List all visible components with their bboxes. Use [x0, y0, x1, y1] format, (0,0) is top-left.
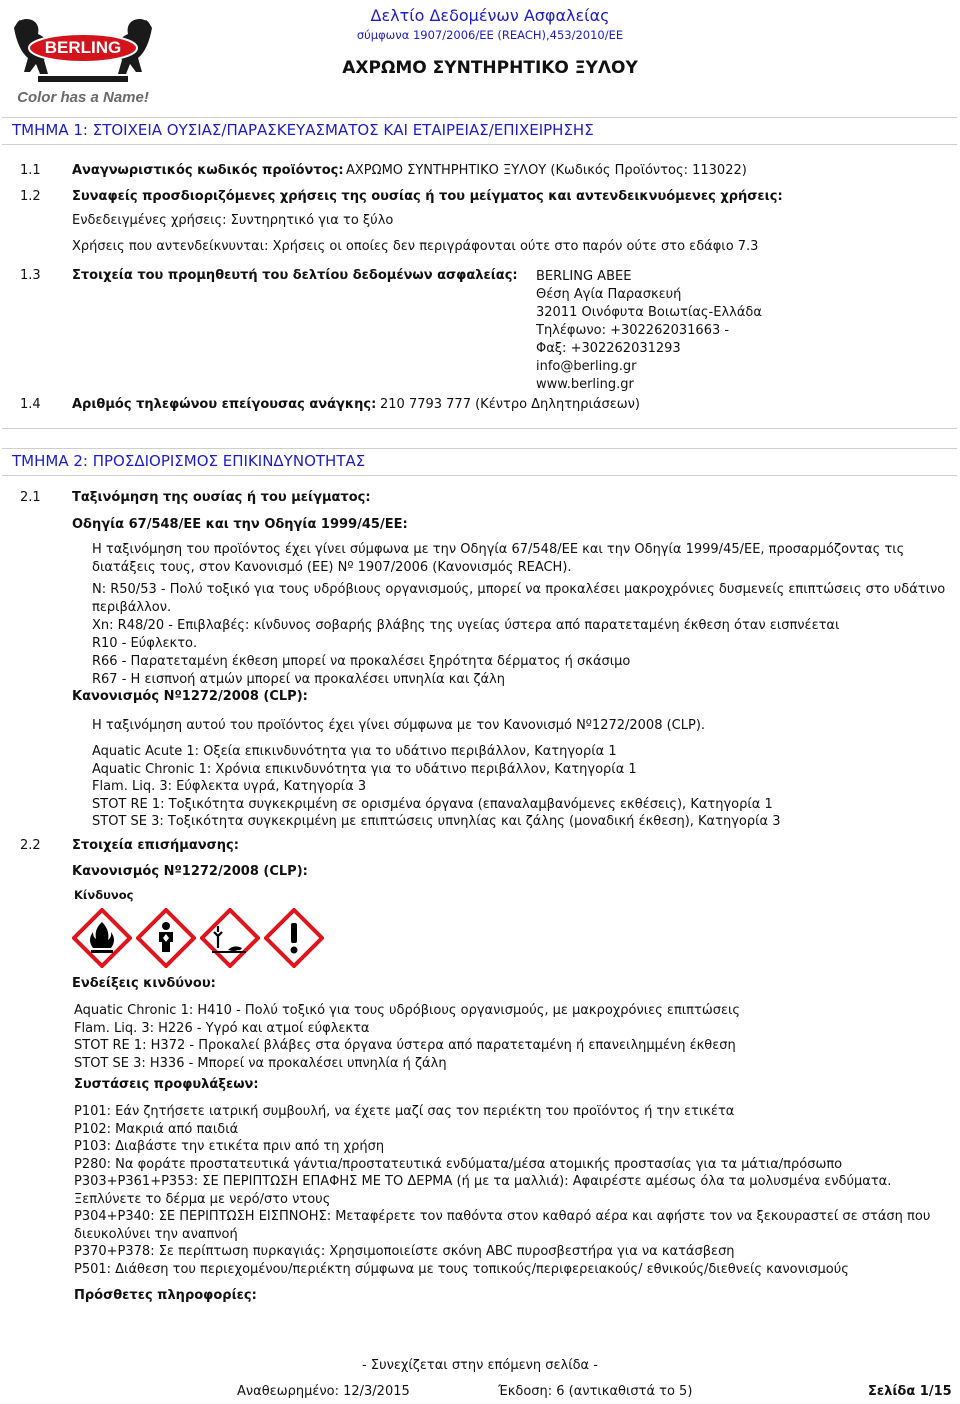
precautionary-line: P304+P340: ΣΕ ΠΕΡΙΠΤΩΣΗ ΕΙΣΠΝΟΗΣ: Μεταφέρετε τον παθόντα στον καθαρό αέρα και αφήστε τον να ξεκουραστεί σε στάση που [74, 1209, 931, 1224]
supplier-email[interactable]: info@berling.gr [536, 359, 637, 374]
s13-number: 1.3 [20, 268, 41, 283]
clp-item: STOT RE 1: Τοξικότητα συγκεκριμένη σε ορισμένα όργανα (επαναλαμβανόμενες εκθέσεις), Κατηγορία 1 [92, 796, 773, 812]
s14-label: Αριθμός τηλεφώνου επείγουσας ανάγκης: [72, 397, 377, 412]
supplier-phone: Τηλέφωνο: +302262031663 - [536, 323, 730, 338]
page-number: Σελίδα 1/15 [868, 1384, 952, 1399]
directive-heading: Οδηγία 67/548/ΕΕ και την Οδηγία 1999/45/ΕΕ: [72, 517, 408, 532]
directive-block [92, 541, 945, 689]
clp-classification-list [92, 743, 780, 831]
directive-para-line: Η ταξινόμηση του προϊόντος έχει γίνει σύμφωνα με την Οδηγία 67/548/ΕΕ και την Οδηγία 1999/45/ΕΕ, προσαρμόζοντας τις [92, 542, 905, 557]
flame-icon [72, 908, 132, 968]
precautionary-line: Ξεπλύνετε το δέρμα με νερό/στο ντους [74, 1191, 331, 1207]
section-2-title: ΤΜΗΜΑ 2: ΠΡΟΣΔΙΟΡΙΣΜΟΣ ΕΠΙΚΙΝΔΥΝΟΤΗΤΑΣ [12, 452, 366, 470]
precautionary-list [74, 1103, 930, 1278]
directive-n-line: N: R50/53 - Πολύ τοξικό για τους υδρόβιους οργανισμούς, μπορεί να προκαλέσει μακροχρόνιες δυσμενείς επιπτώσεις στο υδάτινο [92, 582, 946, 597]
s11-value: ΑΧΡΩΜΟ ΣΥΝΤΗΡΗΤΙΚΟ ΞΥΛΟΥ (Κωδικός Προϊόντος: 113022) [346, 163, 747, 178]
section-2-top-rule [2, 428, 957, 433]
s22-number: 2.2 [20, 838, 41, 853]
clp-paragraph: Η ταξινόμηση αυτού του προϊόντος έχει γίνει σύμφωνα με τον Κανονισμό Nº1272/2008 (CLP). [92, 718, 706, 733]
hazard-statement: STOT SE 3: H336 - Μπορεί να προκαλέσει υπνηλία ή ζάλη [74, 1055, 447, 1071]
s13-label: Στοιχεία του προμηθευτή του δελτίου δεδομένων ασφαλείας: [72, 268, 518, 283]
directive-para-line: διατάξεις τους, στον Κανονισμό (ΕΕ) Nº 1907/2006 (Κανονισμός REACH). [92, 560, 572, 575]
supplier-line: Θέση Αγία Παρασκευή [536, 287, 682, 302]
directive-xn-line: Xn: R48/20 - Επιβλαβές: κίνδυνος σοβαρής βλάβης της υγείας ύστερα από παρατεταμένη έκθεση όταν εισπνέεται [92, 618, 840, 633]
precautionary-line: P102: Μακριά από παιδιά [74, 1121, 239, 1137]
precautionary-line: P101: Εάν ζητήσετε ιατρική συμβουλή, να έχετε μαζί σας τον περιέκτη του προϊόντος ή την ετικέτα [74, 1104, 735, 1119]
s14-value: 210 7793 777 (Κέντρο Δηλητηριάσεων) [380, 397, 640, 412]
clp-heading-2: Κανονισμός Nº1272/2008 (CLP): [72, 864, 308, 879]
clp-heading: Κανονισμός Nº1272/2008 (CLP): [72, 689, 308, 704]
supplier-line: BERLING ABEE [536, 269, 632, 284]
berling-logo-graphic [8, 10, 158, 108]
s11-number: 1.1 [20, 163, 41, 178]
s21-label: Ταξινόμηση της ουσίας ή του μείγματος: [72, 490, 371, 505]
s14-number: 1.4 [20, 397, 41, 412]
hazard-statement: STOT RE 1: H372 - Προκαλεί βλάβες στα όργανα ύστερα από παρατεταμένη ή επανειλημμένη έκθεση [74, 1038, 736, 1053]
hazard-statements-list [74, 1002, 740, 1072]
supplier-line: 32011 Οινόφυτα Βοιωτίας-Ελλάδα [536, 305, 762, 320]
precautionary-line: P370+P378: Σε περίπτωση πυρκαγιάς: Χρησιμοποιείστε σκόνη ABC πυροσβεστήρα για να κατάσβεση [74, 1244, 735, 1259]
product-title: ΑΧΡΩΜΟ ΣΥΝΤΗΡΗΤΙΚΟ ΞΥΛΟΥ [342, 58, 638, 78]
s21-number: 2.1 [20, 490, 41, 505]
hazard-statement: Aquatic Chronic 1: H410 - Πολύ τοξικό για τους υδρόβιους οργανισμούς, με μακροχρόνιες επιπτώσεις [74, 1003, 741, 1018]
document-header [300, 6, 680, 78]
document-subtitle: σύμφωνα 1907/2006/ΕΕ (REACH),453/2010/ΕΕ [356, 28, 624, 42]
health-hazard-icon [136, 908, 196, 968]
clp-item: Flam. Liq. 3: Εύφλεκτα υγρά, Κατηγορία 3 [92, 779, 367, 794]
s12-number: 1.2 [20, 189, 41, 204]
berling-logo [8, 10, 158, 108]
edition-info: Έκδοση: 6 (αντικαθιστά το 5) [498, 1384, 693, 1399]
precautionary-line: P501: Διάθεση του περιεχομένου/περιέκτη σύμφωνα με τους τοπικούς/περιφερειακούς/ εθνικούς/διεθνείς κανονισμούς [74, 1261, 849, 1277]
s12-label: Συναφείς προσδιοριζόμενες χρήσεις της ουσίας ή του μείγματος και αντενδεικνυόμενες χρήσεις: [72, 189, 783, 204]
logo-brand-text: BERLING [44, 38, 122, 57]
directive-r67: R67 - Η εισπνοή ατμών μπορεί να προκαλέσει υπνηλία και ζάλη [92, 672, 506, 687]
s12-uses-advised-against: Χρήσεις που αντενδείκνυνται: Χρήσεις οι οποίες δεν περιγράφονται ούτε στο παρόν ούτε στο εδάφιο 7.3 [72, 239, 759, 254]
supplier-fax: Φαξ: +302262031293 [536, 341, 681, 356]
hazard-statements-heading: Ενδείξεις κινδύνου: [72, 976, 216, 991]
precautionary-line: διευκολύνει την αναπνοή [74, 1226, 238, 1242]
section-1-title: ΤΜΗΜΑ 1: ΣΤΟΙΧΕΙΑ ΟΥΣΙΑΣ/ΠΑΡΑΣΚΕΥΑΣΜΑΤΟΣ ΚΑΙ ΕΤΑΙΡΕΙΑΣ/ΕΠΙΧΕΙΡΗΣΗΣ [12, 121, 594, 139]
document-title: Δελτίο Δεδομένων Ασφαλείας [370, 6, 610, 25]
s11-label: Αναγνωριστικός κωδικός προϊόντος: [72, 163, 344, 178]
additional-info-heading: Πρόσθετες πληροφορίες: [74, 1288, 257, 1303]
logo-slogan-text: Color has a Name! [17, 89, 149, 106]
supplier-website[interactable]: www.berling.gr [536, 377, 634, 392]
signal-word: Κίνδυνος [74, 888, 134, 902]
directive-n-line: περιβάλλον. [92, 600, 172, 615]
precautionary-line: P103: Διαβάστε την ετικέτα πριν από τη χρήση [74, 1139, 385, 1154]
clp-item: STOT SE 3: Τοξικότητα συγκεκριμένη με επιπτώσεις υπνηλίας και ζάλης (μοναδική έκθεση), Κατηγορία 3 [92, 814, 781, 829]
supplier-block [536, 268, 762, 394]
clp-item: Aquatic Acute 1: Οξεία επικινδυνότητα για το υδάτινο περιβάλλον, Κατηγορία 1 [92, 744, 617, 759]
precautionary-line: P280: Να φοράτε προστατευτικά γάντια/προστατευτικά ενδύματα/μέσα ατομικής προστασίας για τα μάτια/πρόσωπο [74, 1156, 843, 1172]
hazard-statement: Flam. Liq. 3: H226 - Υγρό και ατμοί εύφλεκτα [74, 1020, 370, 1036]
environment-icon [200, 908, 260, 968]
s12-intended-uses: Ενδεδειγμένες χρήσεις: Συντηρητικό για το ξύλο [72, 213, 394, 228]
directive-r10: R10 - Εύφλεκτο. [92, 636, 198, 651]
directive-r66: R66 - Παρατεταμένη έκθεση μπορεί να προκαλέσει ξηρότητα δέρματος ή σκάσιμο [92, 654, 631, 669]
clp-item: Aquatic Chronic 1: Χρόνια επικινδυνότητα για το υδάτινο περιβάλλον, Κατηγορία 1 [92, 761, 637, 777]
precautionary-line: P303+P361+P353: ΣΕ ΠΕΡΙΠΤΩΣΗ ΕΠΑΦΗΣ ΜΕ ΤΟ ΔΕΡΜΑ (ή με τα μαλλιά): Αφαιρέστε αμέσως όλα τα μολυσμένα ενδύματα. [74, 1174, 892, 1189]
continued-note: - Συνεχίζεται στην επόμενη σελίδα - [362, 1358, 598, 1373]
precautionary-heading: Συστάσεις προφυλάξεων: [74, 1077, 259, 1092]
exclamation-icon [264, 908, 324, 968]
revision-date: Αναθεωρημένο: 12/3/2015 [237, 1384, 410, 1399]
s22-label: Στοιχεία επισήμανσης: [72, 838, 239, 853]
